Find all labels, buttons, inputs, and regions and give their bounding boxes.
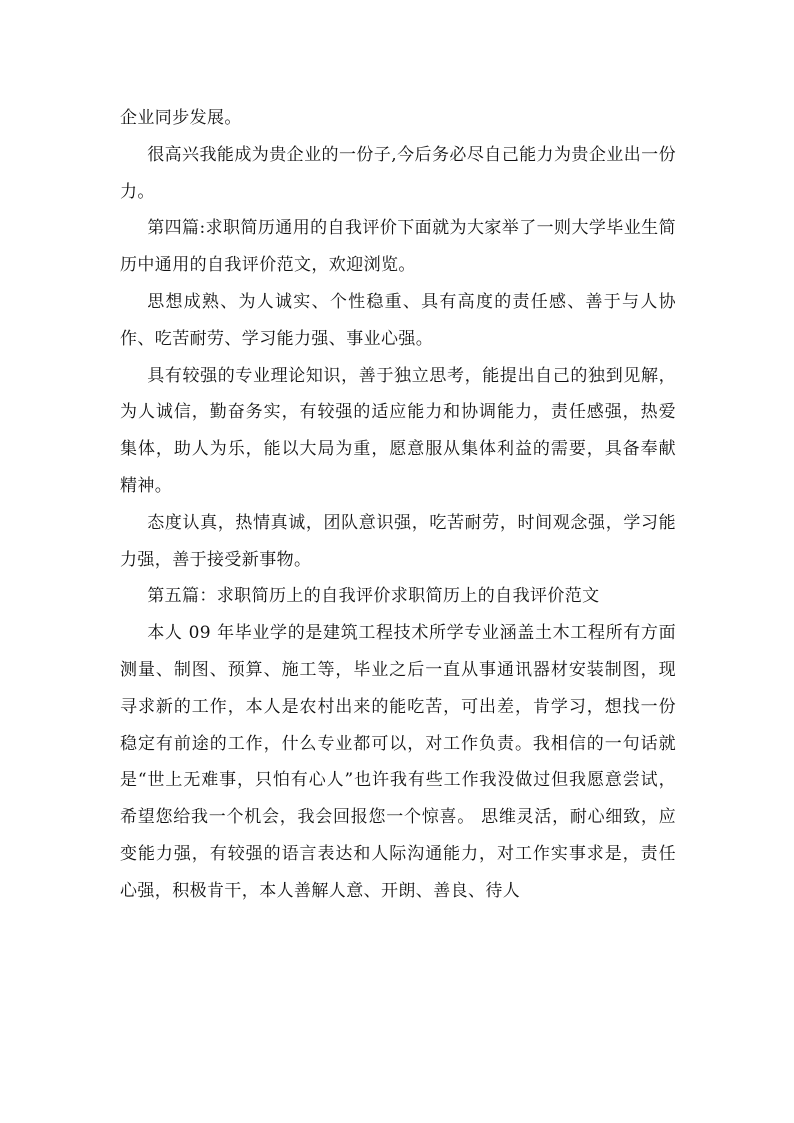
paragraph: 态度认真，热情真诚，团队意识强，吃苦耐劳，时间观念强，学习能力强，善于接受新事物。 xyxy=(120,512,676,570)
document-body xyxy=(120,100,676,910)
paragraph: 很高兴我能成为贵企业的一份子,今后务必尽自己能力为贵企业出一份力。 xyxy=(120,144,676,202)
section-heading-5: 第五篇：求职简历上的自我评价求职简历上的自我评价范文 xyxy=(147,586,600,607)
paragraph-continued: 企业同步发展。 xyxy=(120,108,242,128)
paragraph: 具有较强的专业理论知识，善于独立思考，能提出自己的独到见解，为人诚信，勤奋务实，有较强的适应能力和协调能力，责任感强，热爱集体，助人为乐，能以大局为重，愿意服从集体利益的需要，具备奉献精神。 xyxy=(120,365,676,496)
paragraph: 本人 09 年毕业学的是建筑工程技术所学专业涵盖土木工程所有方面测量、制图、预算、施工等，毕业之后一直从事通讯器材安装制图，现寻求新的工作，本人是农村出来的能吃苦，可出差，肯学习，想找一份稳定有前途的工作，什么专业都可以，对工作负责。我相信的一句话就是“世上无难事，只怕有心人”也许我有些工作我没做过但我愿意尝试，希望您给我一个机会，我会回报您一个惊喜。 思维灵活，耐心细致，应变能力强，有较强的语言表达和人际沟通能力，对工作实事求是，责任心强，积极肯干，本人善解人意、开朗、善良、待人 xyxy=(120,623,676,901)
paragraph: 思想成熟、为人诚实、个性稳重、具有高度的责任感、善于与人协作、吃苦耐劳、学习能力强、事业心强。 xyxy=(120,291,676,349)
section-heading-4: 第四篇:求职简历通用的自我评价下面就为大家举了一则大学毕业生简历中通用的自我评价范文，欢迎浏览。 xyxy=(120,218,676,276)
